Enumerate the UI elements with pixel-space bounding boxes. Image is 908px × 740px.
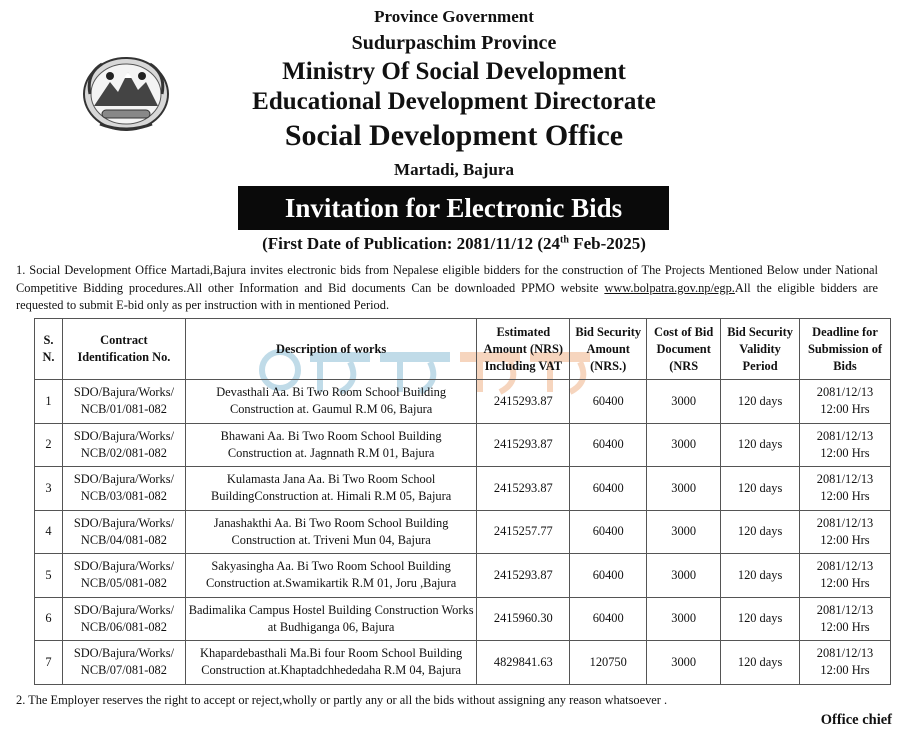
reservation-note: 2. The Employer reserves the right to accept or reject,wholly or partly any or all the bids without assigning any reason whatsoever . xyxy=(16,693,668,707)
cell-cost: 3000 xyxy=(647,467,721,511)
cell-deadline: 2081/12/13 12:00 Hrs xyxy=(800,597,891,641)
cell-sn: 5 xyxy=(35,554,63,598)
header-estimated-amount: Estimated Amount (NRS) Including VAT xyxy=(477,319,570,380)
cell-sn: 6 xyxy=(35,597,63,641)
cell-deadline: 2081/12/13 12:00 Hrs xyxy=(800,510,891,554)
cell-sn: 1 xyxy=(35,380,63,424)
cell-cost: 3000 xyxy=(647,510,721,554)
cell-contract-id: SDO/Bajura/Works/ NCB/06/081-082 xyxy=(62,597,185,641)
paragraph-number: 1. xyxy=(16,263,26,277)
cell-contract-id: SDO/Bajura/Works/ NCB/03/081-082 xyxy=(62,467,185,511)
table-row xyxy=(35,467,891,511)
bids-table xyxy=(34,318,891,685)
cell-amount: 4829841.63 xyxy=(477,641,570,685)
cell-sn: 4 xyxy=(35,510,63,554)
office-name-line: Social Development Office xyxy=(284,119,624,152)
cell-security: 60400 xyxy=(570,510,647,554)
cell-validity: 120 days xyxy=(721,467,800,511)
cell-amount: 2415293.87 xyxy=(477,423,570,467)
header-contract-id: Contract Identification No. xyxy=(62,319,185,380)
cell-cost: 3000 xyxy=(647,423,721,467)
table-row xyxy=(35,380,891,424)
cell-description: Bhawani Aa. Bi Two Room School Building Construction at. Jagnnath R.M 01, Bajura xyxy=(185,423,476,467)
header-deadline: Deadline for Submission of Bids xyxy=(800,319,891,380)
paragraph-text-continued: All the eligible bidders are requested to submit E-bid only as per instruction with in mentioned Period. xyxy=(16,280,879,312)
province-name-line: Sudurpaschim Province xyxy=(351,32,557,54)
ppmo-website-link[interactable]: www.bolpatra.gov.np/egp. xyxy=(604,280,735,295)
cell-amount: 2415293.87 xyxy=(477,554,570,598)
cell-contract-id: SDO/Bajura/Works/ NCB/02/081-082 xyxy=(62,423,185,467)
cell-sn: 2 xyxy=(35,423,63,467)
cell-amount: 2415293.87 xyxy=(477,467,570,511)
cell-contract-id: SDO/Bajura/Works/ NCB/07/081-082 xyxy=(62,641,185,685)
table-row xyxy=(35,597,891,641)
header-description: Description of works xyxy=(185,319,476,380)
cell-contract-id: SDO/Bajura/Works/ NCB/04/081-082 xyxy=(62,510,185,554)
cell-description: Khapardebasthali Ma.Bi four Room School Building Construction at.Khaptadchhededaha R.M 04, Bajura xyxy=(185,641,476,685)
cell-deadline: 2081/12/13 12:00 Hrs xyxy=(800,641,891,685)
cell-security: 60400 xyxy=(570,380,647,424)
header-cost-of-document: Cost of Bid Document (NRS xyxy=(647,319,721,380)
cell-cost: 3000 xyxy=(647,380,721,424)
cell-sn: 3 xyxy=(35,467,63,511)
cell-security: 60400 xyxy=(570,554,647,598)
cell-description: Devasthali Aa. Bi Two Room School Building Construction at. Gaumul R.M 06, Bajura xyxy=(185,380,476,424)
cell-validity: 120 days xyxy=(721,641,800,685)
notice-title-banner: Invitation for Electronic Bids xyxy=(238,186,669,230)
invitation-paragraph xyxy=(16,262,878,315)
cell-validity: 120 days xyxy=(721,510,800,554)
table-header-row xyxy=(35,319,891,380)
cell-security: 60400 xyxy=(570,597,647,641)
cell-validity: 120 days xyxy=(721,380,800,424)
cell-amount: 2415293.87 xyxy=(477,380,570,424)
office-location-line: Martadi, Bajura xyxy=(394,160,514,179)
cell-deadline: 2081/12/13 12:00 Hrs xyxy=(800,380,891,424)
table-row xyxy=(35,641,891,685)
cell-description: Janashakthi Aa. Bi Two Room School Building Construction at. Triveni Mun 04, Bajura xyxy=(185,510,476,554)
cell-cost: 3000 xyxy=(647,597,721,641)
publication-date: (First Date of Publication: 2081/11/12 (24th Feb-2025) xyxy=(262,234,646,253)
cell-validity: 120 days xyxy=(721,423,800,467)
cell-description: Badimalika Campus Hostel Building Construction Works at Budhiganga 06, Bajura xyxy=(185,597,476,641)
header-sn: S. N. xyxy=(35,319,63,380)
cell-amount: 2415960.30 xyxy=(477,597,570,641)
cell-security: 60400 xyxy=(570,467,647,511)
cell-contract-id: SDO/Bajura/Works/ NCB/01/081-082 xyxy=(62,380,185,424)
cell-validity: 120 days xyxy=(721,597,800,641)
table-row xyxy=(35,554,891,598)
cell-description: Kulamasta Jana Aa. Bi Two Room School BuildingConstruction at. Himali R.M 05, Bajura xyxy=(185,467,476,511)
cell-validity: 120 days xyxy=(721,554,800,598)
cell-deadline: 2081/12/13 12:00 Hrs xyxy=(800,423,891,467)
ministry-line: Ministry Of Social Development xyxy=(282,58,626,85)
header-bid-security: Bid Security Amount (NRS.) xyxy=(570,319,647,380)
cell-description: Sakyasingha Aa. Bi Two Room School Building Construction at.Swamikartik R.M 01, Joru ,Bajura xyxy=(185,554,476,598)
signatory: Office chief xyxy=(820,712,892,728)
directorate-line: Educational Development Directorate xyxy=(252,88,656,115)
cell-security: 120750 xyxy=(570,641,647,685)
cell-cost: 3000 xyxy=(647,641,721,685)
nepal-emblem-icon xyxy=(80,54,172,134)
cell-security: 60400 xyxy=(570,423,647,467)
cell-cost: 3000 xyxy=(647,554,721,598)
table-row xyxy=(35,423,891,467)
cell-sn: 7 xyxy=(35,641,63,685)
cell-deadline: 2081/12/13 12:00 Hrs xyxy=(800,554,891,598)
cell-deadline: 2081/12/13 12:00 Hrs xyxy=(800,467,891,511)
cell-contract-id: SDO/Bajura/Works/ NCB/05/081-082 xyxy=(62,554,185,598)
table-row xyxy=(35,510,891,554)
header-validity: Bid Security Validity Period xyxy=(721,319,800,380)
cell-amount: 2415257.77 xyxy=(477,510,570,554)
province-government-line: Province Government xyxy=(374,7,534,26)
paragraph-text: Social Development Office Martadi,Bajura invites electronic bids from Nepalese eligible bidders for the construction of The Projects Mentioned Below under National Competitive Bidding procedures.All other Information and Bid documents Can be downloaded PPMO website xyxy=(16,263,878,295)
